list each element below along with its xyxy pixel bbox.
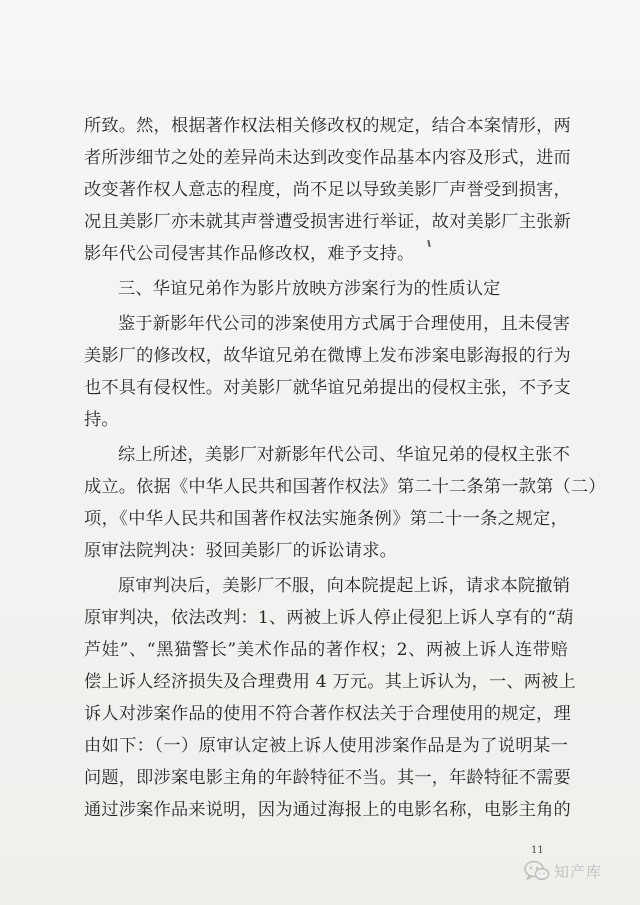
wechat-icon: [524, 860, 550, 882]
text-line: 美影厂的修改权，故华谊兄弟在微博上发布涉案电影海报的行为: [84, 346, 571, 366]
text-line: 也不具有侵权性。对美影厂就华谊兄弟提出的侵权主张，不予支: [84, 378, 571, 398]
text-line: 原审判决，依法改判：1、两被上诉人停止侵犯上诉人享有的“葫: [84, 608, 574, 628]
text-line: 问题，即涉案电影主角的年龄特征不当。其一，年龄特征不需要: [84, 768, 571, 788]
text-line: 偿上诉人经济损失及合理费用 4 万元。其上诉认为，一、两被上: [84, 672, 576, 692]
text-line: 由如下：（一）原审认定被上诉人使用涉案作品是为了说明某一: [84, 736, 568, 756]
document-body: [84, 110, 606, 826]
text-line: 所致。然，根据著作权法相关修改权的规定，结合本案情形，两: [84, 116, 571, 136]
section-heading: 三、华谊兄弟作为影片放映方涉案行为的性质认定: [118, 279, 501, 299]
text-line: 况且美影厂亦未就其声誉遭受损害进行举证，故对美影厂主张新: [84, 212, 571, 232]
text-line: 者所涉细节之处的差异尚未达到改变作品基本内容及形式，进而: [84, 148, 571, 168]
watermark-text: 知产库: [554, 862, 603, 881]
text-line: 原审法院判决：驳回美影厂的诉讼请求。: [84, 541, 397, 561]
text-line: 芦娃”、“黑猫警长”美术作品的著作权；2、两被上诉人连带赔: [84, 640, 568, 660]
text-line: 原审判决后，美影厂不服，向本院提起上诉，请求本院撤销: [118, 576, 571, 596]
text-line: 诉人对涉案作品的使用不符合著作权法关于合理使用的规定，理: [84, 704, 571, 724]
text-line: 项，《中华人民共和国著作权法实施条例》第二十一条之规定，: [84, 509, 568, 529]
text-line: 改变著作权人意志的程度，尚不足以导致美影厂声誉受到损害，: [84, 180, 571, 200]
text-line: 鉴于新影年代公司的涉案使用方式属于合理使用，且未侵害: [118, 314, 571, 334]
text-line: 通过涉案作品来说明，因为通过海报上的电影名称，电影主角的: [84, 800, 571, 820]
page-number: 11: [531, 845, 544, 856]
text-line: 影年代公司侵害其作品修改权，难予支持。: [84, 244, 415, 264]
text-line: 成立。依据《中华人民共和国著作权法》第二十二条第一款第（二）: [84, 477, 606, 497]
text-line: 综上所述，美影厂对新影年代公司、华谊兄弟的侵权主张不: [118, 445, 571, 465]
text-line: 持。: [84, 410, 119, 430]
watermark: [524, 860, 602, 882]
